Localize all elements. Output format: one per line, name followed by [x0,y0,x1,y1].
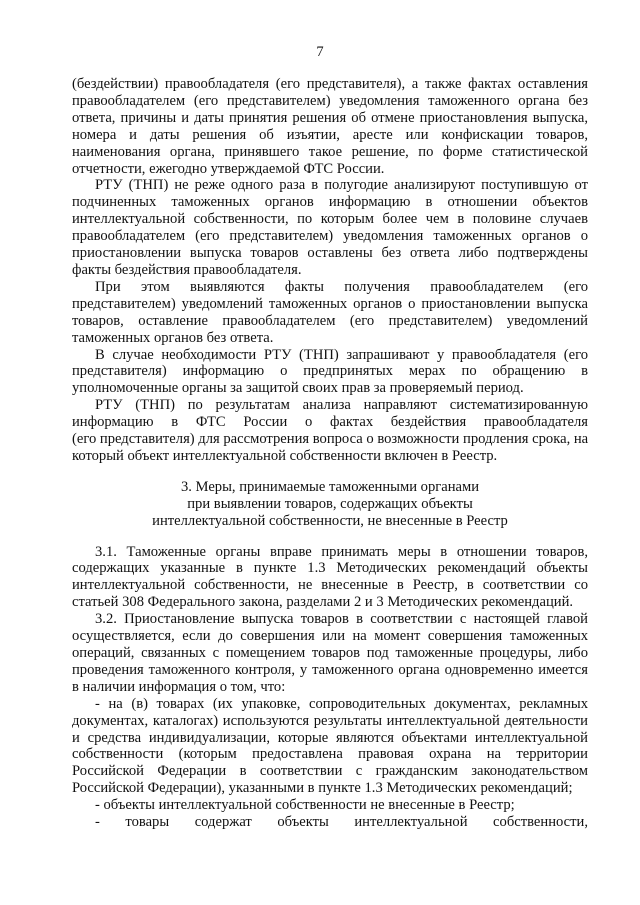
text-line: содержащих указанные в пункте 1.3 Методических рекомендаций объекты [72,560,588,577]
text-line: ответа, причины и даты принятия решения об отмене приостановления выпуска, [72,109,588,126]
text-line: интеллектуальной собственности, не внесенные в Реестр, в соответствии со [72,577,588,594]
paragraph [72,279,588,347]
text-line: товаров, оставление правообладателем (его представителем) уведомлений [72,312,588,329]
text-line: осуществляется, если до совершения или на момент совершения таможенных [72,628,588,645]
heading-line: интеллектуальной собственности, не внесенные в Реестр [152,512,508,529]
text-line: - объекты интеллектуальной собственности не внесенные в Реестр; [95,797,515,814]
text-line: отчетности, ежегодно утверждаемой ФТС России. [72,160,385,177]
text-line: представителя) информацию о предпринятых мерах по обращению в [72,363,588,380]
text-line: РТУ (ТНП) по результатам анализа направляют систематизированную [95,397,588,414]
text-line: (его представителя) для рассмотрения вопроса о возможности продления срока, на [72,431,589,448]
text-line: в наличии информация о том, что: [72,678,286,695]
text-line: проведения таможенного контроля, у таможенного органа одновременно имеется [72,661,588,678]
paragraph [72,797,588,814]
text-line: 3.1. Таможенные органы вправе принимать меры в отношении товаров, [95,543,588,560]
text-line: документах, каталогах) используются результаты интеллектуальной деятельности [72,712,588,729]
text-line: таможенных органов без ответа. [72,329,274,346]
heading-line: 3. Меры, принимаемые таможенными органами [180,478,480,495]
text-line: информацию в ФТС России о фактах бездействия правообладателя [72,414,588,431]
text-line: подчиненных таможенных органов информацию в отношении объектов [72,194,588,211]
text-line: - на (в) товарах (их упаковке, сопроводительных документах, рекламных [95,695,588,712]
text-line: (бездействии) правообладателя (его представителя), а также фактах оставления [72,76,588,92]
page-number: 7 [316,44,324,60]
text-line: В случае необходимости РТУ (ТНП) запрашивают у правообладателя (его [95,346,588,363]
text-line: - товары содержат объекты интеллектуальной собственности, [95,814,588,831]
text-line: 3.2. Приостановление выпуска товаров в соответствии с настоящей главой [95,611,588,628]
text-line: представителем) уведомлений таможенных органов о приостановлении выпуска [72,295,588,312]
text-line: собственности (которым предоставлена правовая охрана на территории [72,746,588,763]
paragraph [72,611,588,696]
paragraph [72,347,588,398]
text-line: уполномоченные органы за защитой своих прав за проверяемый период. [72,380,524,397]
text-line: Российской Федерации в соответствии с гражданским законодательством [72,763,588,780]
text-line: который объект интеллектуальной собственности включен в Реестр. [72,447,498,464]
text-line: и средства индивидуализации, которые являются объектами интеллектуальной [72,729,588,746]
text-line: номера и даты решения об изъятии, аресте или конфискации товаров, [72,126,588,143]
text-line: статьей 308 Федерального закона, разделами 2 и 3 Методических рекомендаций. [72,594,574,611]
text-line: При этом выявляются факты получения правообладателем (его [95,278,588,295]
section-before-heading [72,76,588,465]
section-after-heading [72,544,588,831]
section-heading [72,479,588,530]
paragraph [72,814,588,831]
paragraph [72,177,588,278]
text-line: наименования органа, принявшего такое решение, по форме статистической [72,143,588,160]
text-line: правообладателем (его представителем) уведомления таможенных органов о [72,228,588,245]
paragraph [72,696,588,797]
text-line: Российской Федерации), указанными в пункте 1.3 Методических рекомендаций; [72,780,573,797]
paragraph [72,76,588,177]
text-line: приостановлении выпуска товаров оставлены без ответа либо подтверждены [72,245,588,262]
text-line: операций, связанных с помещением товаров под таможенные процедуры, либо [72,645,588,661]
heading-line: при выявлении товаров, содержащих объекты [187,495,473,512]
text-line: РТУ (ТНП) не реже одного раза в полугодие анализируют поступившую от [95,177,588,194]
text-line: факты бездействия правообладателя. [72,261,302,278]
paragraph [72,397,588,465]
document-body [72,76,588,831]
text-line: интеллектуальной собственности, по которым более чем в половине случаев [72,211,588,228]
paragraph [72,544,588,612]
text-line: правообладателем (его представителем) уведомления таможенного органа без [72,92,588,109]
